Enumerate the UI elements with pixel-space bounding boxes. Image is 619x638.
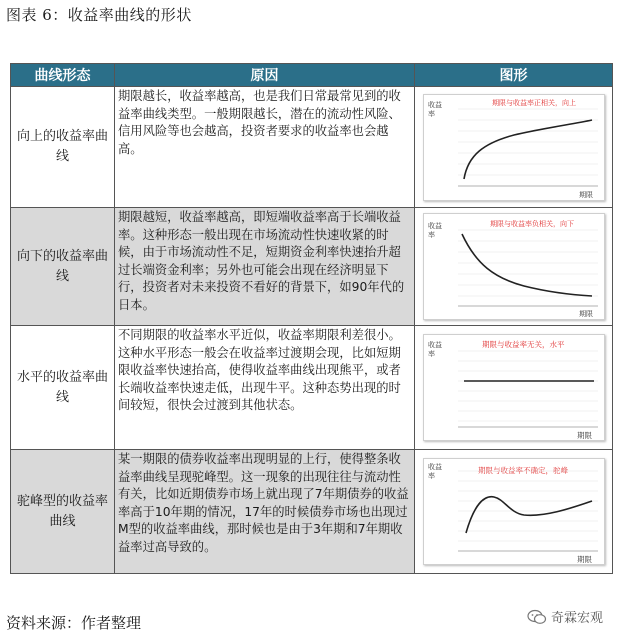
y-axis-label-part-2: 率 <box>428 350 435 358</box>
table-row-humped <box>11 450 613 574</box>
x-axis-label: 期限 <box>579 190 593 199</box>
x-axis-label: 期限 <box>579 310 593 318</box>
yield-curve-table <box>10 63 613 574</box>
downward-curve-chart <box>423 213 605 320</box>
row-graph-upward <box>415 87 613 208</box>
y-axis-label-part-1: 收益 <box>428 100 442 109</box>
header-shape: 曲线形态 <box>11 64 115 87</box>
watermark-text: 奇霖宏观 <box>550 611 603 626</box>
y-axis-label-part-1: 收益 <box>428 341 442 349</box>
y-axis-label-part-2: 率 <box>428 231 435 239</box>
row-shape-upward: 向上的收益率曲线 <box>11 87 115 208</box>
yield-curve-line <box>462 234 592 296</box>
y-axis-label <box>428 340 442 358</box>
row-reason-downward: 期限越短，收益率越高，即短端收益率高于长端收益率。这种形态一般出现在市场流动性快速收紧的时候，由于市场流动性不足，短期资金利率快速抬升超过长端资金利率；另外也可能会出现在经济明显下行，投资者对未来投资不看好的背景下，如90年代的日本。 <box>115 208 415 326</box>
chart-title: 期限与收益率正相关，向上 <box>492 98 576 107</box>
wechat-icon <box>527 609 547 625</box>
upward-curve-svg <box>424 95 604 200</box>
yield-curve-line <box>466 497 592 533</box>
row-reason-flat: 不同期限的收益率水平近似，收益率期限利差很小。这种水平形态一般会在收益率过渡期会现，比如短期限收益率快速抬高，使得收益率曲线出现熊平，或者长端收益率快速走低，出现牛平。这种态势出现的时间较短，很快会过渡到其他状态。 <box>115 326 415 450</box>
y-axis-label <box>428 221 442 239</box>
row-graph-humped <box>415 450 613 574</box>
y-axis-label-part-1: 收益 <box>428 222 442 230</box>
header-reason: 原因 <box>115 64 415 87</box>
figure-title: 图表 6：收益率曲线的形状 <box>6 6 192 24</box>
gridlines <box>458 351 598 421</box>
humped-curve-chart <box>423 458 605 565</box>
watermark <box>527 607 603 626</box>
flat-curve-svg <box>424 335 604 440</box>
table-row-flat <box>11 326 613 450</box>
table-header-row <box>11 64 613 87</box>
downward-curve-svg <box>424 214 604 319</box>
x-axis-label: 期限 <box>577 555 592 564</box>
table-row-upward <box>11 87 613 208</box>
row-reason-upward: 期限越长，收益率越高，也是我们日常最常见到的收益率曲线类型。一般期限越长，潜在的流动性风险、信用风险等也会越高，投资者要求的收益率也会越高。 <box>115 87 415 208</box>
row-graph-downward <box>415 208 613 326</box>
source-note: 资料来源：作者整理 <box>6 614 142 632</box>
row-shape-flat: 水平的收益率曲线 <box>11 326 115 450</box>
y-axis-label <box>428 462 442 480</box>
upward-curve-chart <box>423 94 605 201</box>
row-shape-humped: 驼峰型的收益率曲线 <box>11 450 115 574</box>
y-axis-label <box>428 100 442 118</box>
chart-title: 期限与收益率负相关，向下 <box>490 220 574 228</box>
row-shape-downward: 向下的收益率曲线 <box>11 208 115 326</box>
chart-title: 期限与收益率无关，水平 <box>482 340 565 349</box>
flat-curve-chart <box>423 334 605 441</box>
row-graph-flat <box>415 326 613 450</box>
x-axis-label: 期限 <box>577 431 592 440</box>
gridlines <box>458 230 598 296</box>
humped-curve-svg <box>424 459 604 564</box>
gridlines <box>458 109 598 175</box>
y-axis-label-part-2: 率 <box>428 472 435 480</box>
row-reason-humped: 某一期限的债券收益率出现明显的上行，使得整条收益率曲线呈现驼峰型。这一现象的出现往往与流动性有关，比如近期债券市场上就出现了7年期债券的收益率高于10年期的情况，17年的时候债券市场也出现过M型的收益率曲线，那时候也是由于3年期和7年期收益率过高导致的。 <box>115 450 415 574</box>
header-graph: 图形 <box>415 64 613 87</box>
table-row-downward <box>11 208 613 326</box>
chart-title: 期限与收益率不确定，驼峰 <box>478 466 568 475</box>
y-axis-label-part-1: 收益 <box>428 463 442 471</box>
y-axis-label-part-2: 率 <box>428 109 435 118</box>
yield-curve-line <box>464 120 592 179</box>
